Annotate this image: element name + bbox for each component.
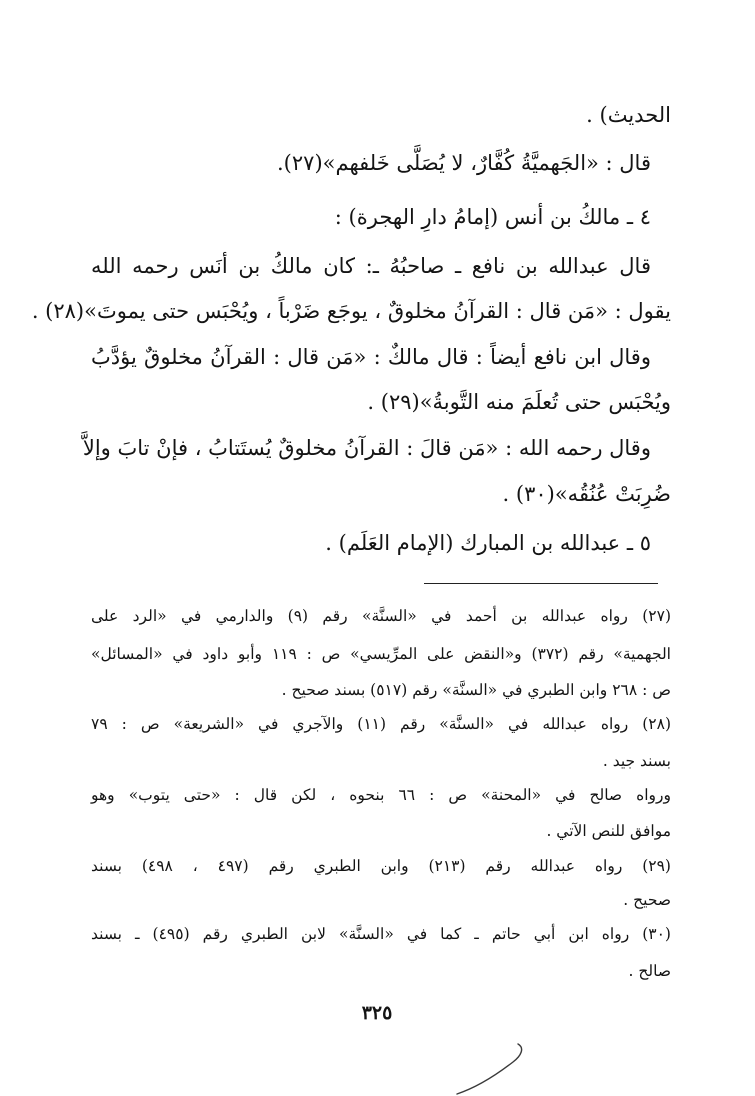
footnote-separator xyxy=(424,583,658,584)
section-heading: ٤ ـ مالكُ بن أنس (إمامُ دارِ الهجرة) : xyxy=(334,205,651,229)
footnote-line: صالح . xyxy=(628,962,671,980)
footnote-line: بسند جيد . xyxy=(602,752,671,770)
main-text-line: يقول : «مَن قال : القرآنُ مخلوقٌ ، يوجَع ضَرْباً ، ويُحْبَس حتى يموتَ»(٢٨) . xyxy=(31,299,671,323)
main-text-line: قال عبدالله بن نافع ـ صاحبُهُ ـ: كان مالكُ بن أنَس رحمه الله xyxy=(91,254,651,278)
footnote-line: موافق للنص الآتي . xyxy=(546,822,671,840)
footnote-line: (٣٠) رواه ابن أبي حاتم ـ كما في «السنَّة» لابن الطبري رقم (٤٩٥) ـ بسند xyxy=(91,925,671,943)
footnote-line: (٢٨) رواه عبدالله في «السنَّة» رقم (١١) والآجري في «الشريعة» ص : ٧٩ xyxy=(91,715,671,733)
section-heading: ٥ ـ عبدالله بن المبارك (الإمام العَلَم) . xyxy=(325,531,651,555)
footnote-line: (٢٧) رواه عبدالله بن أحمد في «السنَّة» رقم (٩) والدارمي في «الرد على xyxy=(91,607,672,625)
footnote-line: ورواه صالح في «المحنة» ص : ٦٦ بنحوه ، لكن قال : «حتى يتوب» وهو xyxy=(91,786,671,804)
main-text-line: وقال ابن نافع أيضاً : قال مالكٌ : «مَن قال : القرآنُ مخلوقٌ يؤدَّبُ xyxy=(91,345,651,369)
main-text-line: قال : «الجَهميَّةُ كُفَّارٌ، لا يُصَلَّى خَلفهم»(٢٧). xyxy=(277,151,651,175)
footnote-line: الجهمية» رقم (٣٧٢) و«النقض على المرِّيسي» ص : ١١٩ وأبو داود في «المسائل» xyxy=(91,645,671,663)
footnote-line: ص : ٢٦٨ وابن الطبري في «السنَّة» رقم (٥١٧) بسند صحيح . xyxy=(281,681,671,699)
main-text-line: الحديث) . xyxy=(586,103,671,127)
main-text-line: ضُرِبَتْ عُنُقُه»(٣٠) . xyxy=(502,482,671,506)
main-text-line: وقال رحمه الله : «مَن قالَ : القرآنُ مخلوقٌ يُستَتابُ ، فإنْ تابَ وإلاَّ xyxy=(82,436,651,460)
main-text-line: ويُحْبَس حتى تُعلَمَ منه التَّوبةُ»(٢٩) . xyxy=(367,390,671,414)
page-number: ٣٢٥ xyxy=(361,1002,393,1024)
footnote-line: صحيح . xyxy=(623,891,671,909)
footnote-line: (٢٩) رواه عبدالله رقم (٢١٣) وابن الطبري رقم (٤٩٧ ، ٤٩٨) بسند xyxy=(91,857,671,875)
pen-stroke-mark xyxy=(455,1040,535,1096)
